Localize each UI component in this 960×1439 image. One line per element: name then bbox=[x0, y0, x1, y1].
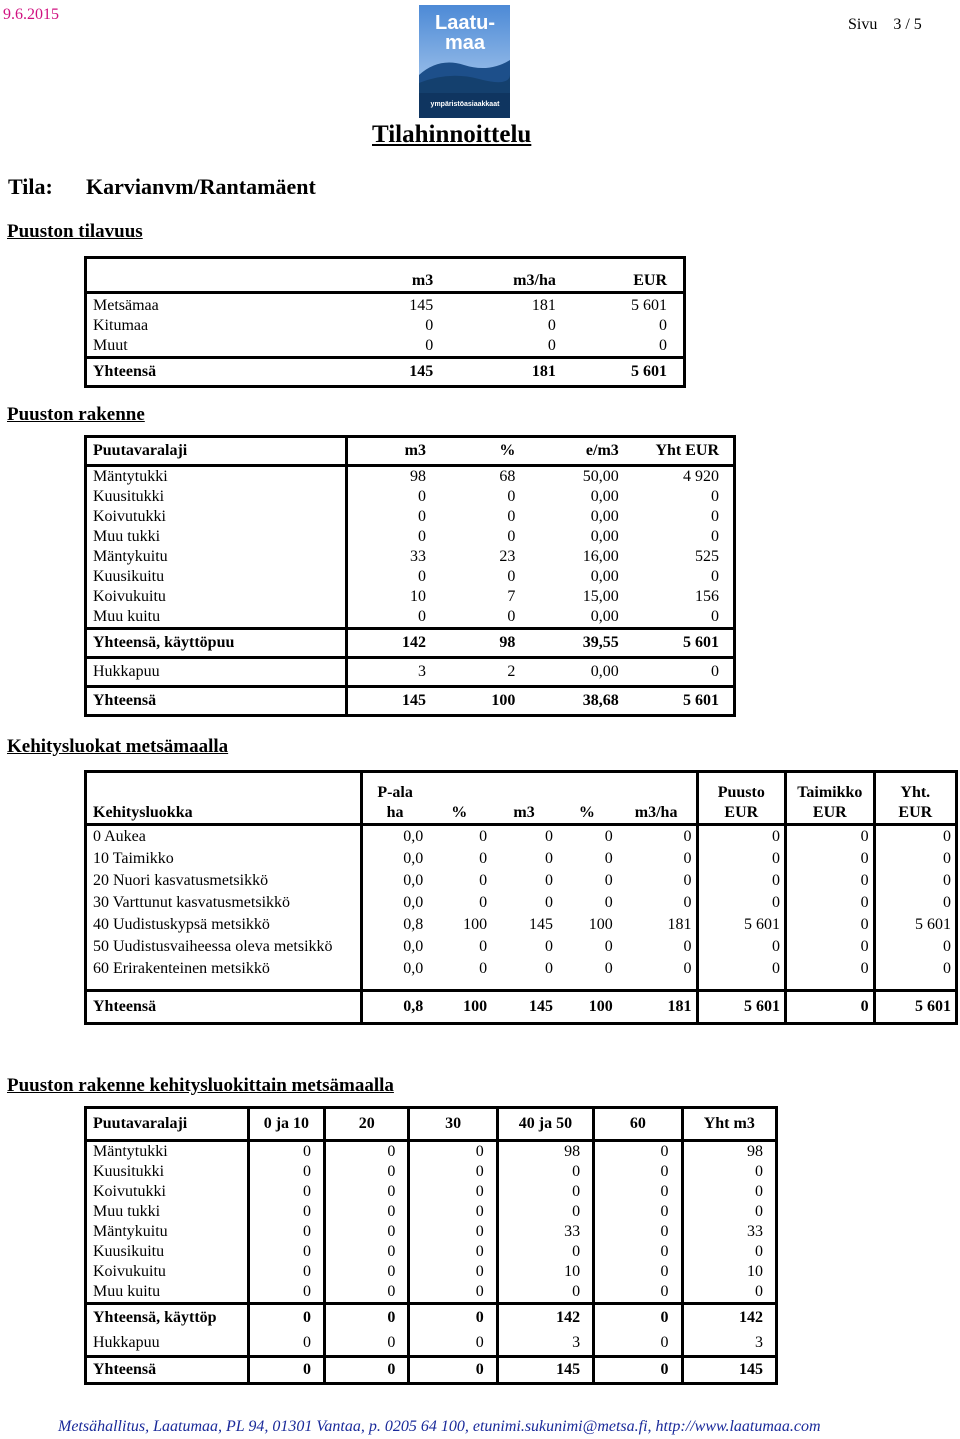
waste-row: Hukkapuu 0 0 0 3 0 3 bbox=[86, 1331, 777, 1357]
total-row: Yhteensä 0 0 0 145 0 145 bbox=[86, 1357, 777, 1384]
table-row: 60 Erirakenteinen metsikkö 0,0 0 0 0 0 0 0 0 bbox=[86, 958, 957, 980]
laatumaa-logo bbox=[419, 5, 510, 118]
table-header-row: Puutavaralaji m3 % e/m3 Yht EUR bbox=[86, 437, 735, 466]
tila-label: Tila: bbox=[8, 174, 53, 199]
total-row: Yhteensä 145 181 5 601 bbox=[86, 358, 685, 387]
total-row: Yhteensä 0,8 100 145 100 181 5 601 0 5 601 bbox=[86, 991, 957, 1024]
footer-contact: Metsähallitus, Laatumaa, PL 94, 01301 Vantaa, p. 0205 64 100, etunimi.sukunimi@metsa.fi, http://www.laatumaa.com bbox=[58, 1418, 821, 1435]
table-row: Mäntykuitu 33 23 16,00 525 bbox=[93, 548, 719, 565]
classes-table bbox=[84, 770, 958, 1025]
table-row: Metsämaa 145 181 5 601 bbox=[93, 297, 667, 314]
table-row: Muu kuitu 0 0 0,00 0 bbox=[86, 607, 735, 629]
logo-text-1: Laatu- bbox=[435, 12, 495, 34]
table-header-row: m3 m3/ha EUR bbox=[86, 258, 685, 293]
logo-caption: ympäristöasiaakkaat bbox=[430, 101, 500, 108]
total-row: Yhteensä 145 100 38,68 5 601 bbox=[86, 687, 735, 716]
volume-heading: Puuston tilavuus bbox=[7, 221, 143, 242]
logo-text-2: maa bbox=[444, 32, 486, 54]
table-row: 0 Aukea 0,0 0 0 0 0 0 0 0 bbox=[86, 825, 957, 849]
table-row: Kuusitukki 0 0 0 0 0 0 bbox=[86, 1162, 777, 1182]
tila-value: Karvianvm/Rantamäent bbox=[86, 174, 316, 199]
by-class-heading: Puuston rakenne kehitysluokittain metsämaalla bbox=[7, 1075, 394, 1096]
table-row: 30 Varttunut kasvatusmetsikkö 0,0 0 0 0 0 0 0 0 bbox=[86, 892, 957, 914]
table-row: 50 Uudistusvaiheessa oleva metsikkö 0,0 0 0 0 0 0 0 0 bbox=[86, 936, 957, 958]
table-row: Muut 0 0 0 bbox=[93, 337, 667, 354]
table-row: Mäntykuitu 0 0 0 33 0 33 bbox=[86, 1222, 777, 1242]
subtotal-row: Yhteensä, käyttöp 0 0 0 142 0 142 bbox=[86, 1304, 777, 1332]
table-row: Kuusikuitu 0 0 0 0 0 0 bbox=[86, 1242, 777, 1262]
table-header-row: Puutavaralaji 0 ja 10 20 30 40 ja 50 60 Yht m3 bbox=[86, 1108, 777, 1141]
structure-heading: Puuston rakenne bbox=[7, 404, 145, 425]
table-row: Kitumaa 0 0 0 bbox=[93, 317, 667, 334]
table-row: Koivukuitu 10 7 15,00 156 bbox=[93, 588, 719, 605]
print-date: 9.6.2015 bbox=[3, 6, 59, 23]
table-row: Kuusikuitu 0 0 0,00 0 bbox=[93, 568, 719, 585]
table-row: Muu kuitu 0 0 0 0 0 0 bbox=[86, 1282, 777, 1304]
volume-table bbox=[84, 256, 686, 388]
classes-heading: Kehitysluokat metsämaalla bbox=[7, 736, 229, 757]
table-row: Muu tukki 0 0 0,00 0 bbox=[93, 528, 719, 545]
table-row: Koivutukki 0 0 0,00 0 bbox=[93, 508, 719, 525]
table-header-row: Kehitysluokka P-ala ha % m3 % m3/ha Puusto EUR Taimikko EUR Yht. EUR bbox=[86, 772, 957, 825]
table-row: Koivutukki 0 0 0 0 0 0 bbox=[86, 1182, 777, 1202]
table-row: Mäntytukki 98 68 50,00 4 920 bbox=[86, 466, 735, 488]
table-row: 20 Nuori kasvatusmetsikkö 0,0 0 0 0 0 0 0 0 bbox=[86, 870, 957, 892]
by-class-table bbox=[84, 1106, 778, 1385]
table-row: Koivukuitu 0 0 0 10 0 10 bbox=[86, 1262, 777, 1282]
table-row: 10 Taimikko 0,0 0 0 0 0 0 0 0 bbox=[86, 848, 957, 870]
structure-table bbox=[84, 435, 736, 717]
table-row: Mäntytukki 0 0 0 98 0 98 bbox=[86, 1141, 777, 1163]
table-row: Kuusitukki 0 0 0,00 0 bbox=[93, 488, 719, 505]
waste-row: Hukkapuu 3 2 0,00 0 bbox=[86, 658, 735, 687]
table-row: 40 Uudistuskypsä metsikkö 0,8 100 145 100 181 5 601 0 5 601 bbox=[86, 914, 957, 936]
document-title: Tilahinnoittelu bbox=[372, 121, 532, 148]
page-number: Sivu 3 / 5 bbox=[848, 16, 922, 33]
subtotal-row: Yhteensä, käyttöpuu 142 98 39,55 5 601 bbox=[86, 629, 735, 658]
table-row: Muu tukki 0 0 0 0 0 0 bbox=[86, 1202, 777, 1222]
